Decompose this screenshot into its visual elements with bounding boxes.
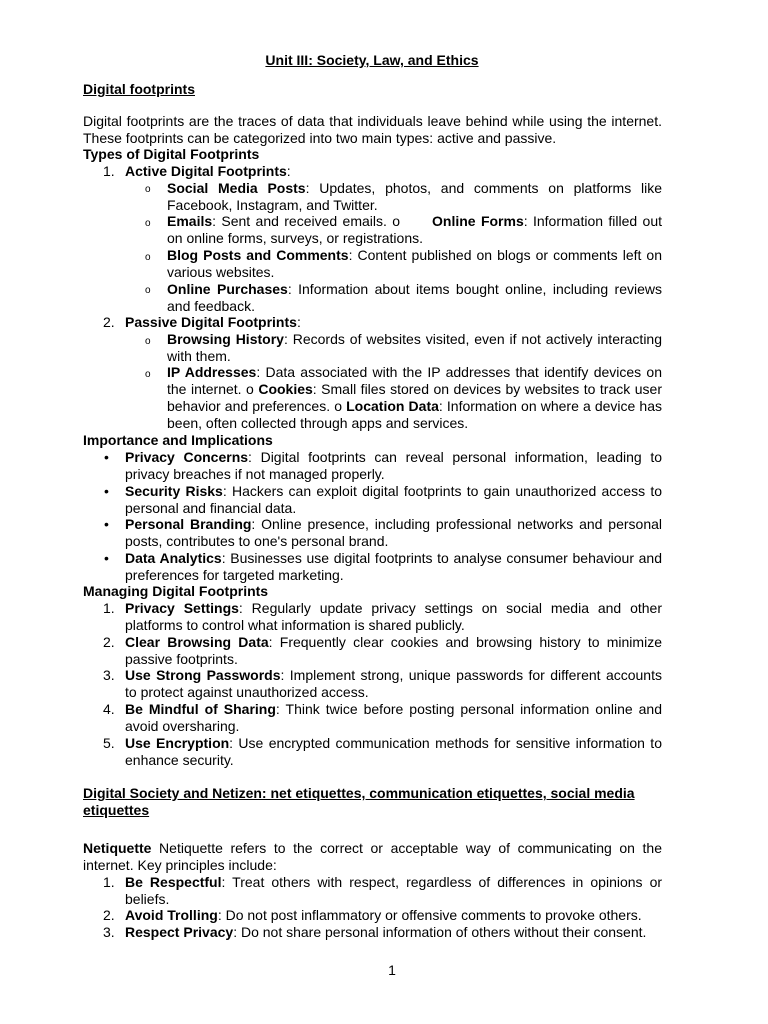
intro-paragraph: Digital footprints are the traces of data that individuals leave behind while using the internet. These footprints can be categorized into two main types: active and passive. (83, 113, 662, 146)
list-number: 1. (103, 163, 115, 179)
list-number: 4. (103, 701, 115, 717)
list-item: Clear Browsing Data: Frequently clear cookies and browsing history to minimize passive footprints. (125, 634, 662, 667)
bullet-dot-icon: • (104, 550, 109, 566)
types-heading: Types of Digital Footprints (83, 146, 260, 162)
managing-heading: Managing Digital Footprints (83, 583, 269, 599)
bullet-dot-icon: • (104, 483, 109, 499)
list-item: Personal Branding: Online presence, including professional networks and personal posts, contributes to one's personal brand. (125, 516, 662, 549)
list-number: 5. (103, 735, 115, 751)
list-item: Use Encryption: Use encrypted communication methods for sensitive information to enhance security. (125, 735, 662, 768)
list-item: Avoid Trolling: Do not post inflammatory or offensive comments to provoke others. (125, 907, 642, 923)
section-heading-digital-footprints: Digital footprints (83, 81, 195, 97)
bullet-icon: o (145, 218, 151, 229)
list-item: Use Strong Passwords: Implement strong, unique passwords for different accounts to protect against unauthorized access. (125, 667, 662, 700)
bullet-dot-icon: • (104, 516, 109, 532)
bullet-icon: o (145, 336, 151, 347)
list-item: Browsing History: Records of websites visited, even if not actively interacting with them. (167, 331, 663, 364)
list-item: Be Respectful: Treat others with respect, regardless of differences in opinions or beliefs. (125, 874, 663, 907)
list-number: 3. (103, 924, 115, 940)
list-number: 1. (103, 874, 115, 890)
list-item: Online Purchases: Information about items bought online, including reviews and feedback. (167, 281, 662, 314)
list-item: Security Risks: Hackers can exploit digital footprints to gain unauthorized access to personal and financial data. (125, 483, 662, 516)
list-item: Privacy Settings: Regularly update privacy settings on social media and other platforms to control what information is shared publicly. (125, 600, 662, 633)
list-number: 2. (103, 314, 115, 330)
list-item: Be Mindful of Sharing: Think twice before posting personal information online and avoid oversharing. (125, 701, 662, 734)
bullet-dot-icon: • (104, 449, 109, 465)
importance-heading: Importance and Implications (83, 432, 273, 448)
page-number: 1 (388, 962, 396, 978)
document-title: Unit III: Society, Law, and Ethics (265, 52, 479, 68)
bullet-icon: o (145, 369, 151, 380)
list-item: Data Analytics: Businesses use digital footprints to analyse consumer behaviour and preferences for targeted marketing. (125, 550, 662, 583)
bullet-icon: o (145, 285, 151, 296)
section-heading-digital-society: Digital Society and Netizen: net etiquettes, communication etiquettes, social media etiquettes (83, 785, 635, 818)
list-item: Privacy Concerns: Digital footprints can reveal personal information, leading to privacy breaches if not managed properly. (125, 449, 662, 482)
list-number: 2. (103, 907, 115, 923)
list-item: Emails: Sent and received emails. o Online Forms: Information filled out on online forms, surveys, or registrations. (167, 213, 662, 246)
active-footprints-label: Active Digital Footprints: (125, 163, 291, 179)
list-number: 2. (103, 634, 115, 650)
netiquette-paragraph: Netiquette Netiquette refers to the correct or acceptable way of communicating on the internet. Key principles include: (83, 840, 662, 873)
list-item: Social Media Posts: Updates, photos, and comments on platforms like Facebook, Instagram, and Twitter. (167, 180, 662, 213)
passive-footprints-label: Passive Digital Footprints: (125, 314, 301, 330)
list-item: Blog Posts and Comments: Content published on blogs or comments left on various websites. (167, 247, 662, 280)
bullet-icon: o (145, 252, 151, 263)
list-number: 3. (103, 667, 115, 683)
bullet-icon: o (145, 184, 151, 195)
list-number: 1. (103, 600, 115, 616)
list-item: Respect Privacy: Do not share personal information of others without their consent. (125, 924, 647, 940)
list-item: IP Addresses: Data associated with the IP addresses that identify devices on the internet. o Cookies: Small files stored on devices by websites to track user behavior and preferences. o Location Data: Information on where a device has been, often collected through apps and services. (167, 364, 663, 431)
